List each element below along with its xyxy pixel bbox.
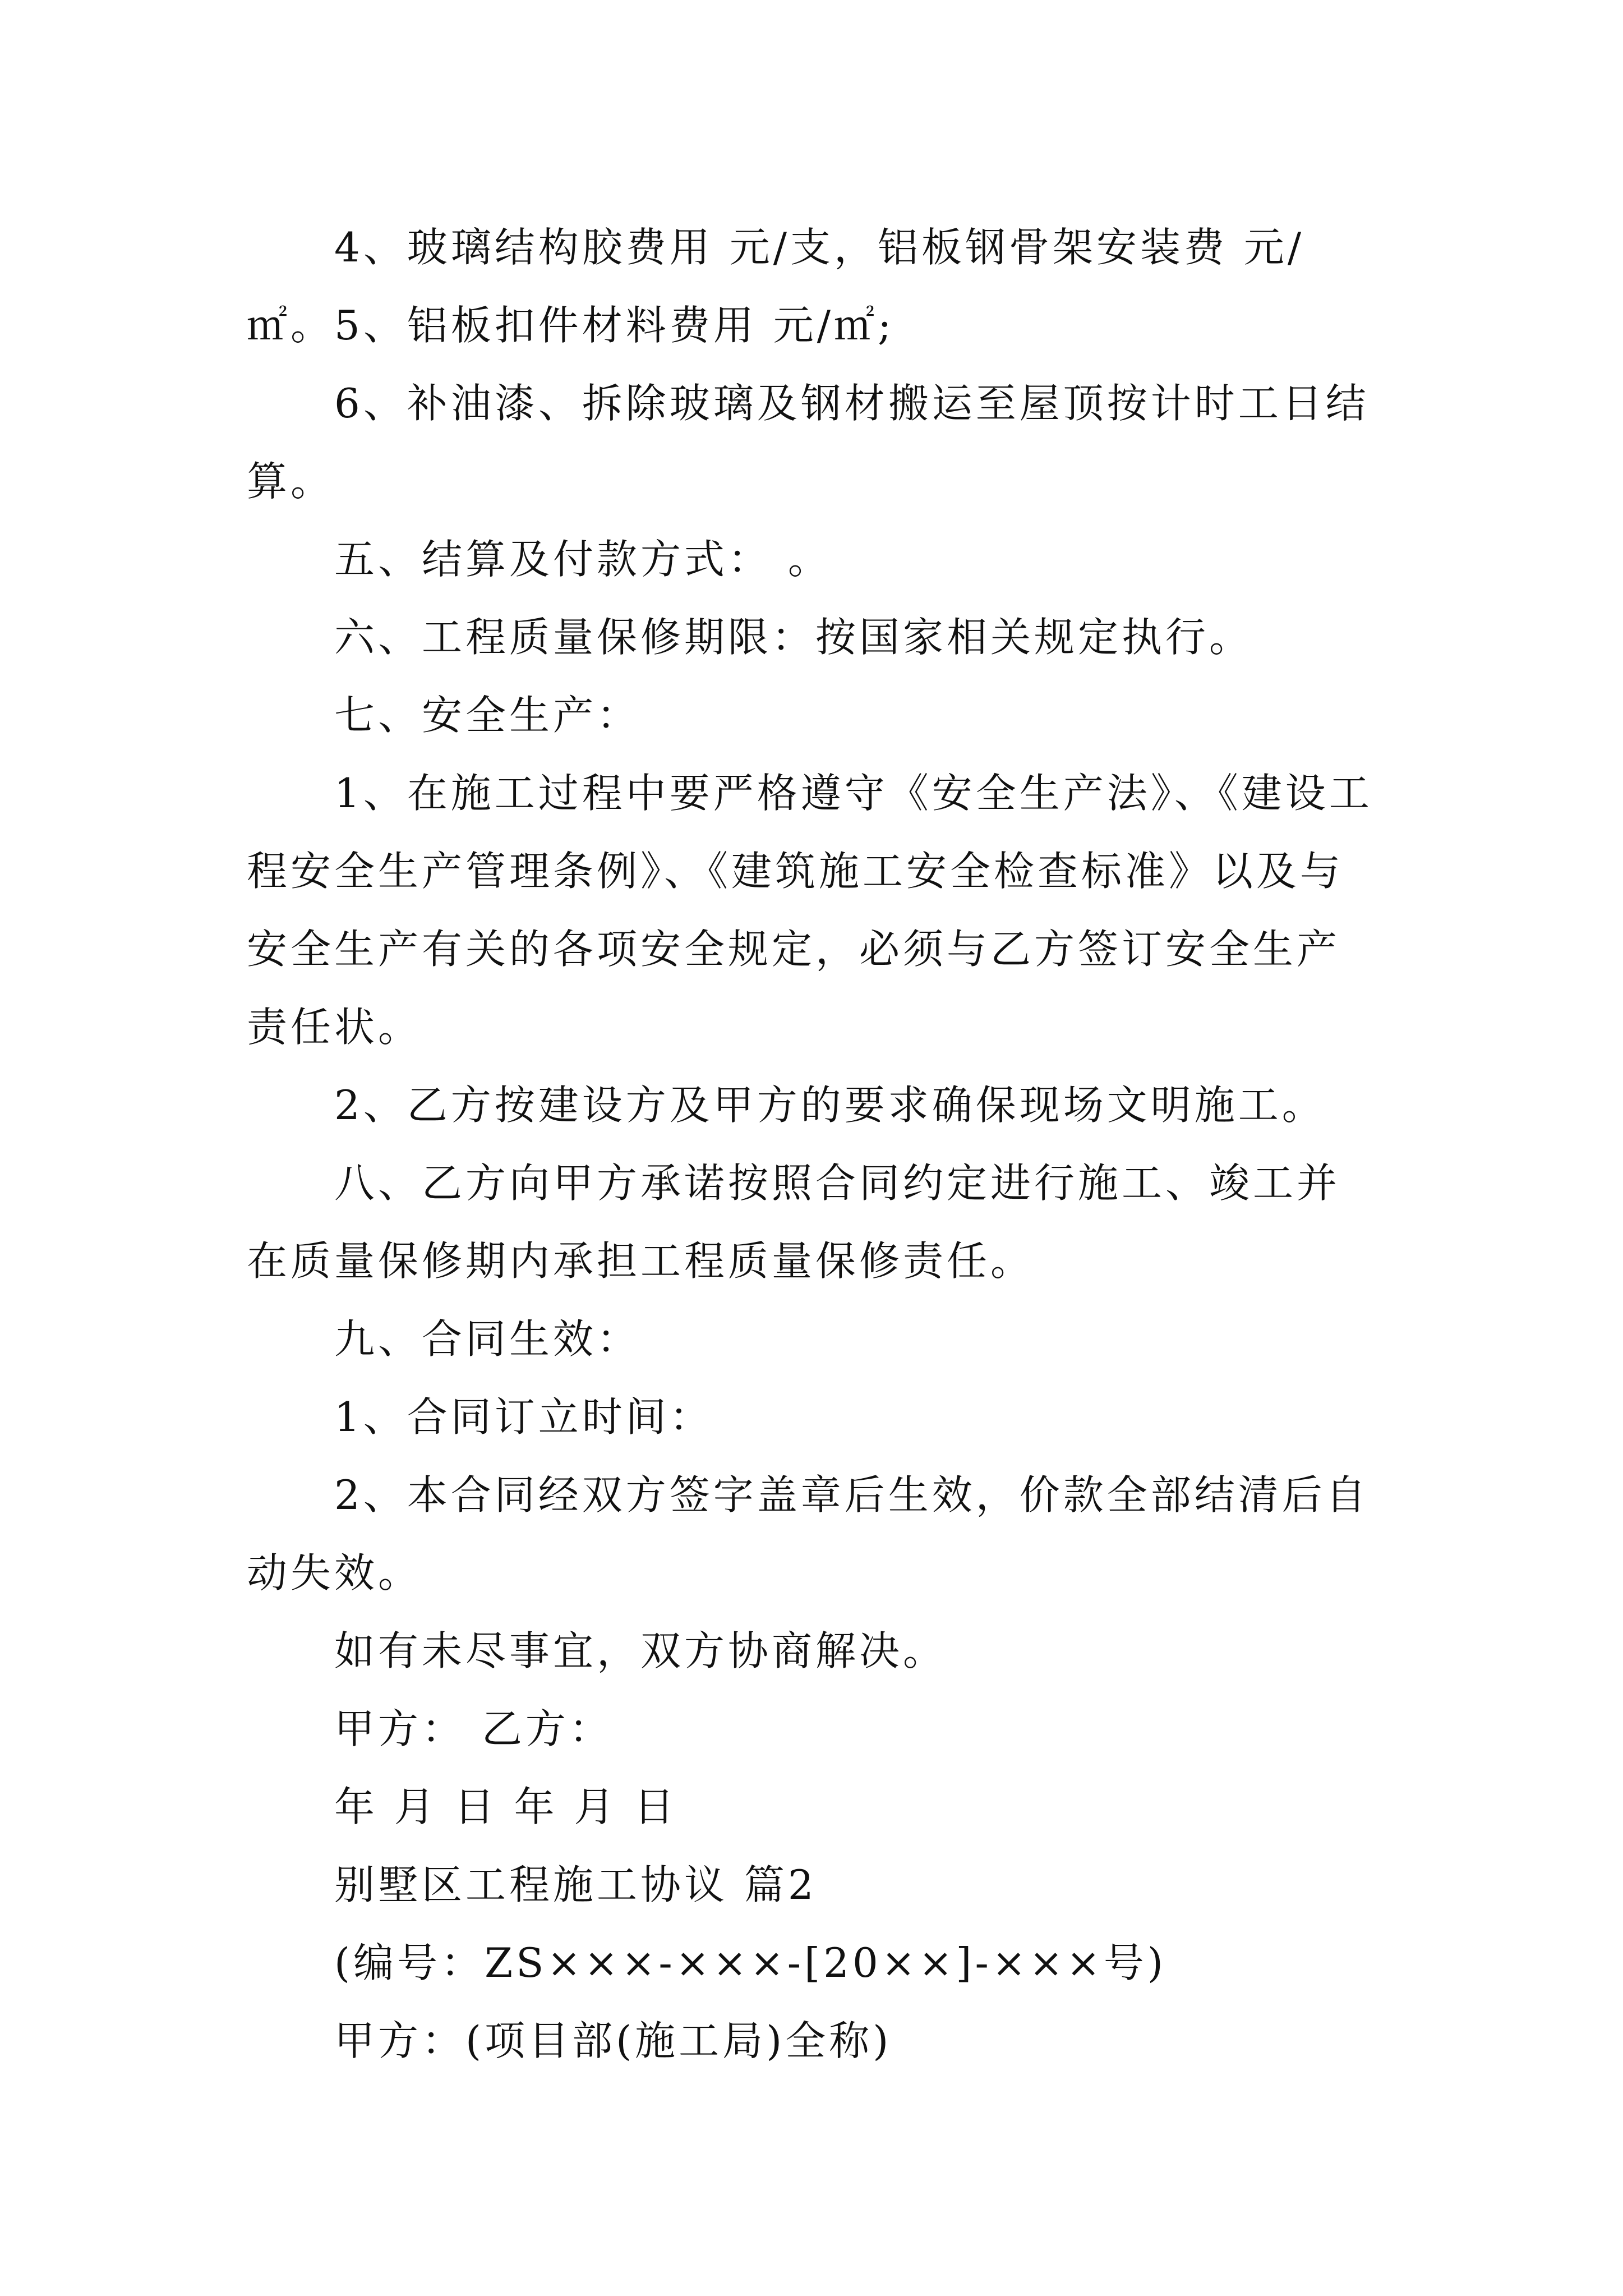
paragraph-item-5-fees: 5、铝板扣件材料费用 元/㎡; xyxy=(334,302,895,349)
paragraph-item-6-settlement: 6、补油漆、拆除玻璃及钢材搬运至屋顶按计时工日结算。 xyxy=(247,380,1370,505)
signature-dates: 年 月 日 年 月 日 xyxy=(334,1783,678,1830)
safety-item-2: 2、乙方按建设方及甲方的要求确保现场文明施工。 xyxy=(334,1082,1326,1129)
signature-parties: 甲方： 乙方： xyxy=(334,1705,613,1752)
paragraph-item-4-fees: 4、玻璃结构胶费用 元/支，铝板钢骨架安装费 元/㎡。 xyxy=(247,224,1305,349)
section-5-payment: 五、结算及付款方式： 。 xyxy=(334,536,832,583)
section-7-safety-heading: 七、安全生产： xyxy=(334,692,641,739)
section-8-commitment: 八、乙方向甲方承诺按照合同约定进行施工、竣工并在质量保修期内承担工程质量保修责任。 xyxy=(247,1159,1341,1285)
section-9-effect-heading: 九、合同生效： xyxy=(334,1315,641,1363)
section-title-part-2: 别墅区工程施工协议 篇2 xyxy=(334,1861,817,1908)
document-number: (编号：ZS×××-×××-[20××]-×××号) xyxy=(334,1939,1166,1986)
closing-note: 如有未尽事宜，双方协商解决。 xyxy=(334,1627,947,1674)
section-6-warranty: 六、工程质量保修期限：按国家相关规定执行。 xyxy=(334,614,1253,661)
effect-item-2: 2、本合同经双方签字盖章后生效，价款全部结清后自动失效。 xyxy=(247,1471,1370,1596)
party-a-name: 甲方：(项目部(施工局)全称) xyxy=(334,2017,892,2064)
effect-item-1: 1、合同订立时间： xyxy=(334,1393,713,1441)
safety-item-1: 1、在施工过程中要严格遵守《安全生产法》、《建设工程安全生产管理条例》、《建筑施工安全检查标准》以及与安全生产有关的各项安全规定，必须与乙方签订安全生产责任状。 xyxy=(247,770,1373,1051)
